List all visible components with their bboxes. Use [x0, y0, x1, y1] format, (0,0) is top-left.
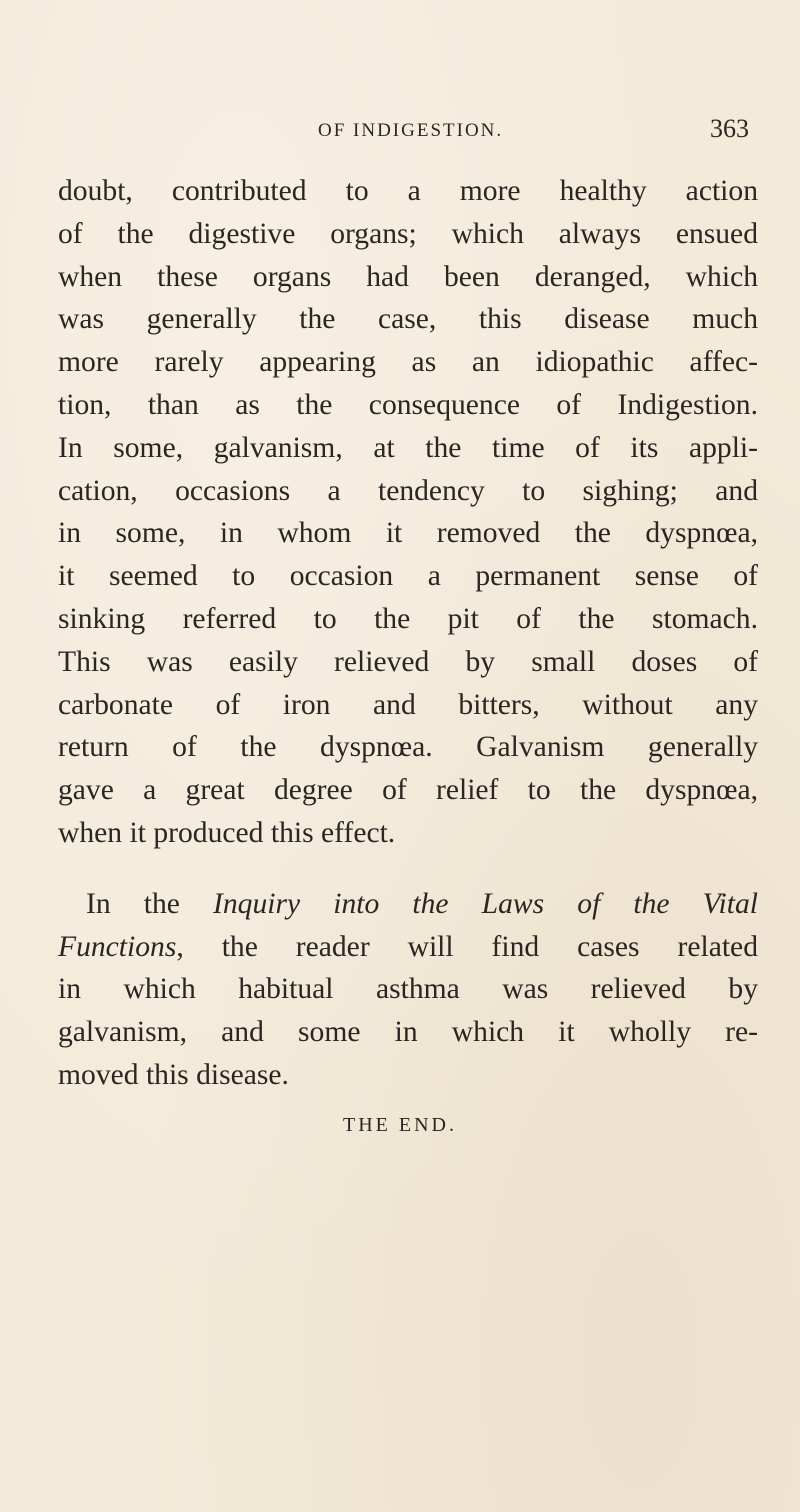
text-line: when it produced this effect.	[58, 816, 396, 849]
paragraph-2	[58, 883, 758, 1097]
text-line: was generally the case, this disease much	[58, 303, 758, 336]
text-line: In some, galvanism, at the time of its appli-	[58, 431, 758, 464]
text-line: of the digestive organs; which always ensued	[58, 217, 758, 250]
text-line: This was easily relieved by small doses of	[58, 645, 758, 678]
text-line	[58, 926, 758, 969]
text-line: it seemed to occasion a permanent sense of	[58, 560, 758, 593]
book-title-italic: Inquiry into the Laws of the Vital	[213, 887, 759, 920]
text-line: in which habitual asthma was relieved by	[58, 973, 758, 1006]
running-head	[40, 114, 760, 154]
book-title-italic: Functions	[58, 930, 177, 963]
text-line: sinking referred to the pit of the stomach.	[58, 602, 758, 635]
text-line: tion, than as the consequence of Indigestion.	[58, 388, 758, 421]
paragraph-gap	[58, 855, 758, 883]
text-line: carbonate of iron and bitters, without any	[58, 688, 758, 721]
body-text	[58, 170, 758, 1097]
paragraph-1	[58, 170, 758, 855]
text-run: In the	[86, 887, 214, 920]
text-line: doubt, contributed to a more healthy action	[58, 175, 758, 207]
text-line: when these organs had been deranged, which	[58, 260, 758, 293]
text-line: galvanism, and some in which it wholly re-	[58, 1016, 758, 1049]
text-line	[58, 883, 758, 926]
running-title: OF INDIGESTION.	[318, 120, 504, 141]
end-mark: THE END.	[343, 1114, 457, 1136]
text-line: cation, occasions a tendency to sighing; and	[58, 474, 758, 507]
text-line: moved this disease.	[58, 1058, 289, 1091]
text-line: gave a great degree of relief to the dyspnœa,	[58, 774, 758, 807]
text-line: return of the dyspnœa. Galvanism generally	[58, 731, 758, 764]
page-number: 363	[710, 114, 749, 143]
text-run: , the reader will find cases related	[176, 930, 758, 963]
text-line: more rarely appearing as an idiopathic affec-	[58, 346, 758, 379]
text-line: in some, in whom it removed the dyspnœa,	[58, 517, 758, 550]
